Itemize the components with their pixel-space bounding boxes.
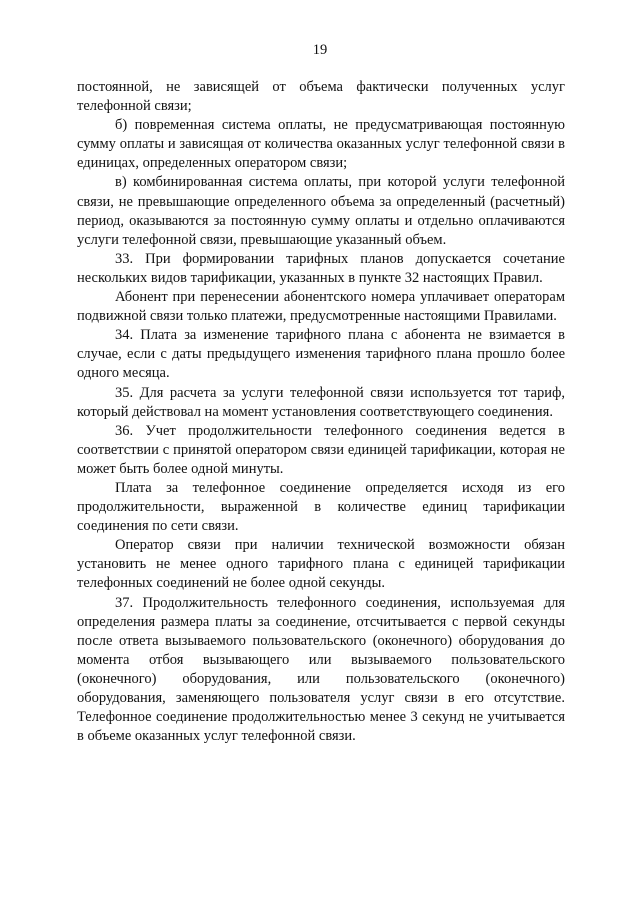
paragraph-33: 33. При формировании тарифных планов допускается сочетание нескольких видов тарификации, указанных в пункте 32 настоящих Правил. [77,250,565,286]
paragraph-36-payment: Плата за телефонное соединение определяется исходя из его продолжительности, выраженной в количестве единиц тарификации соединения по сети связи. [77,479,565,535]
paragraph-continuation: постоянной, не зависящей от объема фактически полученных услуг телефонной связи; [77,79,565,115]
paragraph-33-subscriber: Абонент при перенесении абонентского номера уплачивает операторам подвижной связи только платежи, предусмотренные настоящими Правилами. [77,289,565,325]
paragraph-34: 34. Плата за изменение тарифного плана с абонента не взимается в случае, если с даты предыдущего изменения тарифного плана прошло более одного месяца. [77,327,565,382]
document-body [77,78,565,746]
paragraph-35: 35. Для расчета за услуги телефонной связи используется тот тариф, который действовал на момент установления соответствующего соединения. [77,384,565,420]
paragraph-item-b: б) повременная система оплаты, не предусматривающая постоянную сумму оплаты и зависящая от количества оказанных услуг телефонной связи в единицах, определенных оператором связи; [77,117,565,172]
paragraph-37: 37. Продолжительность телефонного соединения, используемая для определения размера платы за соединение, отсчитывается с первой секунды после ответа вызываемого пользовательского (оконечного) оборудования до момента отбоя вызывающего или вызываемого пользовательского (оконечного) оборудования, или пользовательского (оконечного) оборудования, заменяющего пользователя услуг связи в его отсутствие. Телефонное соединение продолжительностью менее 3 секунд не учитывается в объеме оказанных услуг телефонной связи. [77,594,565,745]
paragraph-36: 36. Учет продолжительности телефонного соединения ведется в соответствии с принятой оператором связи единицей тарификации, которая не может быть более одной минуты. [77,422,565,477]
page-number: 19 [312,42,328,58]
paragraph-item-v: в) комбинированная система оплаты, при которой услуги телефонной связи, не превышающие определенного объема за определенный (расчетный) период, оказываются за постоянную сумму оплаты и отдельно оплачиваются услуги телефонной связи, превышающие указанный объем. [77,174,565,248]
paragraph-36-operator: Оператор связи при наличии технической возможности обязан установить не менее одного тарифного плана с единицей тарификации телефонных соединений не более одной секунды. [77,537,565,592]
